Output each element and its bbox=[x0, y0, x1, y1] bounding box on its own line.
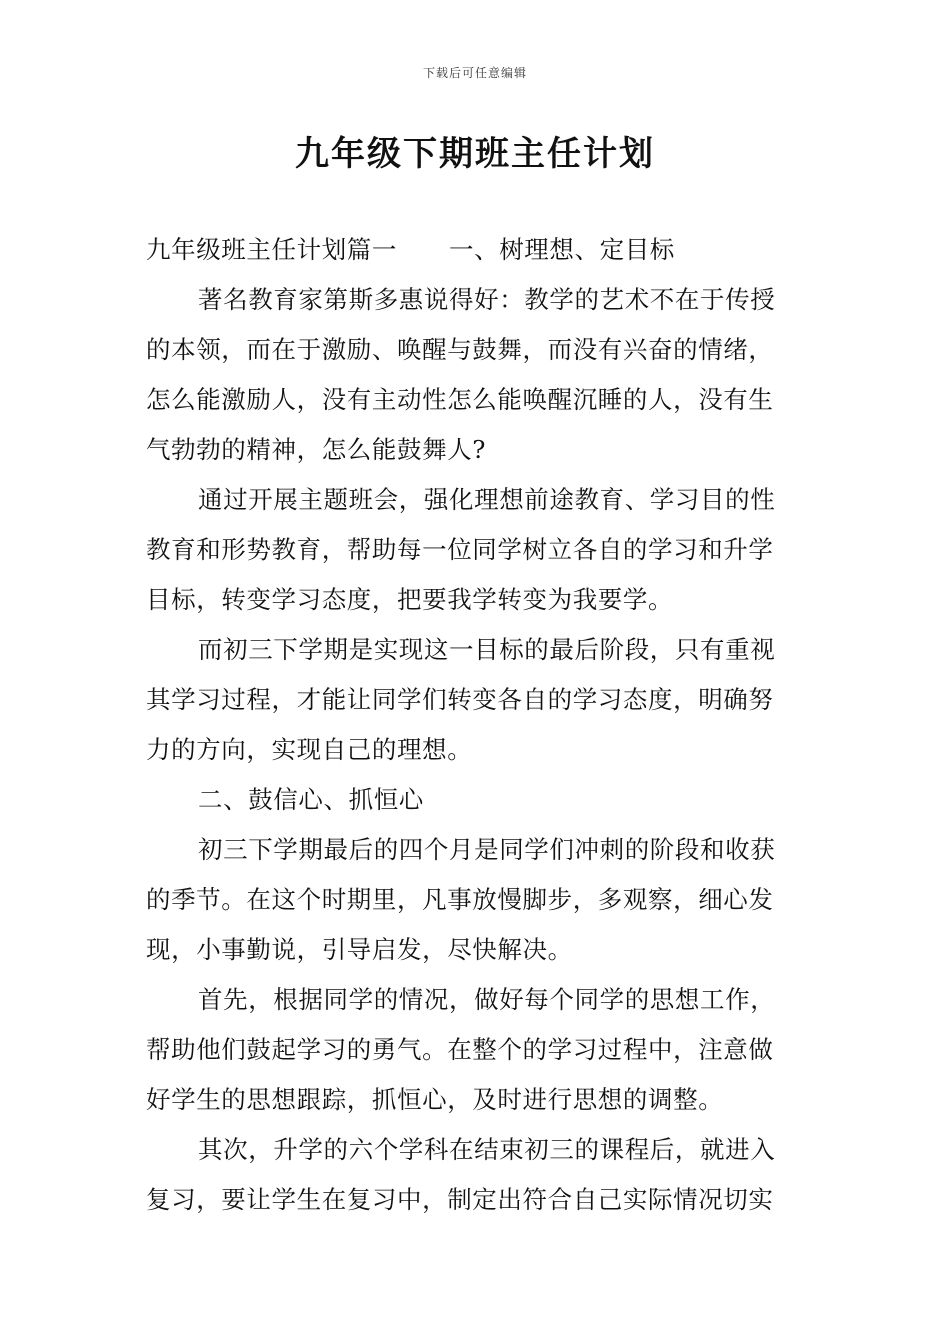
body-line-20: 复习，要让学生在复习中，制定出符合自己实际情况切实 bbox=[146, 1185, 774, 1214]
body-line-4: 怎么能激励人，没有主动性怎么能唤醒沉睡的人，没有生 bbox=[146, 385, 774, 414]
body-line-1 bbox=[146, 225, 810, 275]
body-line-13: 初三下学期最后的四个月是同学们冲刺的阶段和收获 bbox=[198, 835, 776, 864]
body-line-2: 著名教育家第斯多惠说得好：教学的艺术不在于传授 bbox=[198, 285, 776, 314]
section-heading-part-1: 九年级班主任计划篇一 bbox=[146, 235, 397, 264]
body-line-11: 力的方向，实现自己的理想。 bbox=[146, 735, 473, 764]
body-line-3: 的本领，而在于激励、唤醒与鼓舞，而没有兴奋的情绪， bbox=[146, 335, 774, 364]
body-line-10: 其学习过程，才能让同学们转变各自的学习态度，明确努 bbox=[146, 685, 774, 714]
body-line-14: 的季节。在这个时期里，凡事放慢脚步，多观察，细心发 bbox=[146, 885, 774, 914]
body-line-15: 现，小事勤说，引导启发，尽快解决。 bbox=[146, 935, 573, 964]
body-line-19: 其次，升学的六个学科在结束初三的课程后，就进入 bbox=[198, 1135, 776, 1164]
document-title: 九年级下期班主任计划 bbox=[295, 134, 655, 174]
body-line-17: 帮助他们鼓起学习的勇气。在整个的学习过程中，注意做 bbox=[146, 1035, 774, 1064]
body-line-16: 首先，根据同学的情况，做好每个同学的思想工作， bbox=[198, 985, 776, 1014]
section-heading-part-2: 一、树理想、定目标 bbox=[449, 235, 675, 264]
body-line-5: 气勃勃的精神，怎么能鼓舞人? bbox=[146, 435, 487, 464]
body-line-8: 目标，转变学习态度，把要我学转变为我要学。 bbox=[146, 585, 674, 614]
body-line-6: 通过开展主题班会，强化理想前途教育、学习目的性 bbox=[198, 485, 776, 514]
header-note: 下载后可任意编辑 bbox=[422, 66, 527, 80]
body-line-9: 而初三下学期是实现这一目标的最后阶段，只有重视 bbox=[198, 635, 776, 664]
body-line-18: 好学生的思想跟踪，抓恒心，及时进行思想的调整。 bbox=[146, 1085, 724, 1114]
body-line-7: 教育和形势教育，帮助每一位同学树立各自的学习和升学 bbox=[146, 535, 774, 564]
document-body bbox=[146, 225, 810, 1225]
body-line-12: 二、鼓信心、抓恒心 bbox=[198, 785, 424, 814]
